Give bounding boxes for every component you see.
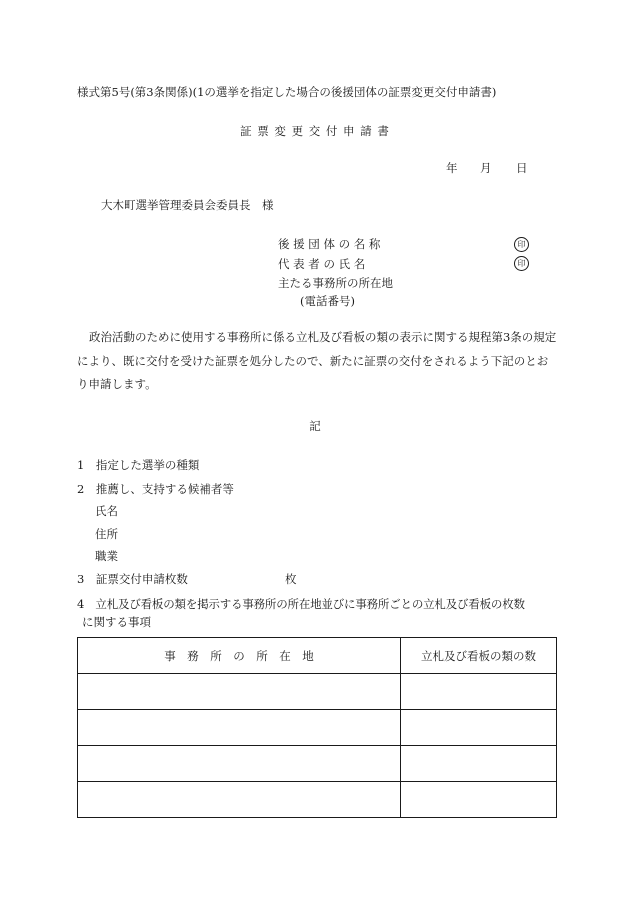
office-address-cell[interactable] (78, 710, 401, 746)
table-row (78, 674, 557, 710)
office-table (77, 637, 557, 818)
form-title: 証 票 変 更 交 付 申 請 書 (240, 124, 390, 138)
ki-label: 記 (309, 419, 321, 433)
phone-label: (電話番号) (300, 294, 355, 308)
sign-count-cell[interactable] (401, 710, 557, 746)
item-3: 3 証票交付申請枚数 (77, 572, 188, 586)
office-address-cell[interactable] (78, 746, 401, 782)
seal-icon: 印 (514, 256, 529, 271)
table-header-row (78, 638, 557, 674)
col-header-sign-count: 立札及び看板の類の数 (401, 638, 557, 674)
addressee: 大木町選挙管理委員会委員長 様 (101, 198, 274, 212)
candidate-name-label: 氏名 (95, 504, 118, 518)
office-address-label: 主たる事務所の所在地 (278, 276, 393, 290)
item-4: 4 立札及び看板の類を掲示する事務所の所在地並びに事務所ごとの立札及び看板の枚数 (77, 597, 525, 611)
candidate-occupation-label: 職業 (95, 549, 118, 563)
sign-count-cell[interactable] (401, 782, 557, 818)
form-header: 様式第5号(第3条関係)(1の選挙を指定した場合の後援団体の証票変更交付申請書) (77, 85, 497, 99)
date-year: 年 (446, 161, 458, 175)
date-month: 月 (480, 161, 492, 175)
item-4-continued: に関する事項 (82, 615, 151, 629)
candidate-address-label: 住所 (95, 527, 118, 541)
table-row (78, 710, 557, 746)
sign-count-cell[interactable] (401, 746, 557, 782)
office-address-cell[interactable] (78, 674, 401, 710)
item-1: 1 指定した選挙の種類 (77, 458, 200, 472)
item-2: 2 推薦し、支持する候補者等 (77, 482, 234, 496)
rep-name-label: 代 表 者 の 氏 名 (278, 257, 366, 271)
seal-icon: 印 (514, 237, 529, 252)
body-text: 政治活動のために使用する事務所に係る立札及び看板の類の表示に関する規程第3条の規定により、既に交付を受けた証票を処分したので、新たに証票の交付をされるよう下記のとおり申請します。 (77, 330, 557, 391)
sheets-unit: 枚 (285, 572, 297, 586)
table-row (78, 746, 557, 782)
date-day: 日 (516, 161, 528, 175)
sign-count-cell[interactable] (401, 674, 557, 710)
office-address-cell[interactable] (78, 782, 401, 818)
col-header-office-address: 事 務 所 の 所 在 地 (78, 638, 401, 674)
table-row (78, 782, 557, 818)
org-name-label: 後 援 団 体 の 名 称 (278, 237, 381, 251)
